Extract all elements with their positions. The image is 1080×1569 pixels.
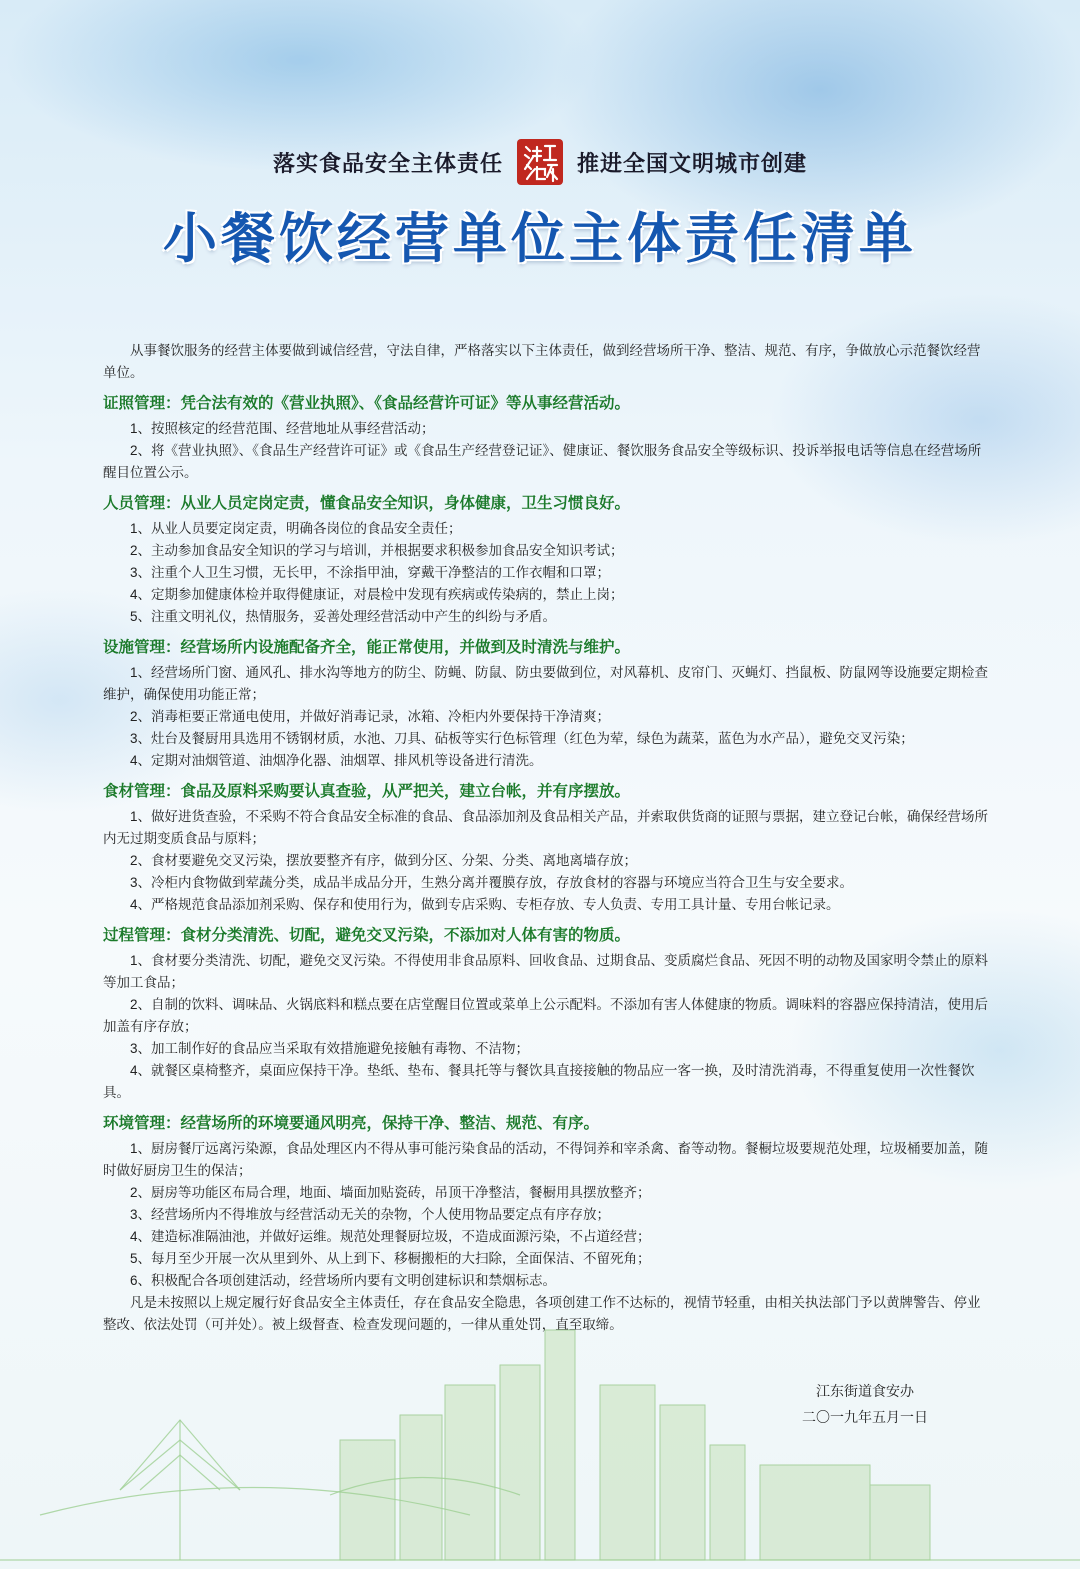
list-item: 2、食材要避免交叉污染，摆放要整齐有序，做到分区、分架、分类、离地离墙存放； <box>130 853 638 868</box>
section-name: 设施管理： <box>103 639 181 656</box>
list-item: 3、冷柜内食物做到荤蔬分类，成品半成品分开，生熟分离并覆膜存放，存放食材的容器与环境应当符合卫生与安全要求。 <box>130 875 854 890</box>
section-heading <box>103 1112 989 1136</box>
section-environment <box>103 1112 989 1292</box>
jiangdong-street-seal-logo <box>517 139 563 185</box>
list-item: 2、厨房等功能区布局合理，地面、墙面加贴瓷砖，吊顶干净整洁，餐橱用具摆放整齐； <box>130 1185 651 1200</box>
list-item: 2、消毒柜要正常通电使用，并做好消毒记录，冰箱、冷柜内外要保持干净清爽； <box>130 709 611 724</box>
section-summary: 经营场所的环境要通风明亮，保持干净、整洁、规范、有序。 <box>180 1115 600 1132</box>
section-ingredients <box>103 780 989 916</box>
section-process <box>103 924 989 1104</box>
list-item: 3、灶台及餐厨用具选用不锈钢材质，水池、刀具、砧板等实行色标管理（红色为荤，绿色为蔬菜，蓝色为水产品），避免交叉污染； <box>130 731 914 746</box>
section-personnel <box>103 492 989 628</box>
section-heading <box>103 924 989 948</box>
slogan-left: 落实食品安全主体责任 <box>272 150 503 177</box>
list-item: 5、注重文明礼仪，热情服务，妥善处理经营活动中产生的纠纷与矛盾。 <box>130 609 557 624</box>
section-license <box>103 392 989 484</box>
section-name: 人员管理： <box>103 495 181 512</box>
list-item: 3、经营场所内不得堆放与经营活动无关的杂物，个人使用物品要定点有序存放； <box>130 1207 611 1222</box>
list-item: 4、定期参加健康体检并取得健康证，对晨检中发现有疾病或传染病的，禁止上岗； <box>130 587 624 602</box>
section-summary: 经营场所内设施配备齐全，能正常使用，并做到及时清洗与维护。 <box>180 639 631 656</box>
section-summary: 食材分类清洗、切配，避免交叉污染，不添加对人体有害的物质。 <box>180 927 631 944</box>
section-name: 食材管理： <box>103 783 181 800</box>
section-heading <box>103 492 989 516</box>
list-item: 6、积极配合各项创建活动，经营场所内要有文明创建标识和禁烟标志。 <box>130 1273 557 1288</box>
slogan-right: 推进全国文明城市创建 <box>577 150 808 177</box>
section-summary: 食品及原料采购要认真查验，从严把关，建立台帐，并有序摆放。 <box>180 783 631 800</box>
page-title: 小餐饮经营单位主体责任清单 <box>163 207 917 270</box>
list-item: 4、严格规范食品添加剂采购、保存和使用行为，做到专店采购、专柜存放、专人负责、专用工具计量、专用台帐记录。 <box>130 897 840 912</box>
section-name: 证照管理： <box>103 395 181 412</box>
slogan-banner <box>0 138 1080 186</box>
signature-block <box>780 1378 950 1430</box>
list-item: 2、主动参加食品安全知识的学习与培训，并根据要求积极参加食品安全知识考试； <box>130 543 624 558</box>
intro-paragraph: 从事餐饮服务的经营主体要做到诚信经营，守法自律，严格落实以下主体责任，做到经营场所干净、整洁、规范、有序，争做放心示范餐饮经营单位。 <box>103 343 981 380</box>
list-item: 1、从业人员要定岗定责，明确各岗位的食品安全责任； <box>130 521 462 536</box>
section-heading <box>103 636 989 660</box>
section-summary: 从业人员定岗定责，懂食品安全知识，身体健康，卫生习惯良好。 <box>180 495 631 512</box>
issue-date: 二〇一九年五月一日 <box>802 1409 928 1425</box>
section-name: 环境管理： <box>103 1115 181 1132</box>
list-item: 1、食材要分类清洗、切配，避免交叉污染。不得使用非食品原料、回收食品、过期食品、变质腐烂食品、死因不明的动物及国家明令禁止的原料等加工食品； <box>103 953 989 990</box>
list-item: 3、加工制作好的食品应当采取有效措施避免接触有毒物、不洁物； <box>130 1041 530 1056</box>
list-item: 1、厨房餐厅远离污染源，食品处理区内不得从事可能污染食品的活动，不得饲养和宰杀禽、畜等动物。餐橱垃圾要规范处理，垃圾桶要加盖，随时做好厨房卫生的保洁； <box>103 1141 989 1178</box>
list-item: 2、将《营业执照》、《食品生产经营许可证》或《食品生产经营登记证》、健康证、餐饮服务食品安全等级标识、投诉举报电话等信息在经营场所醒目位置公示。 <box>103 443 982 480</box>
section-name: 过程管理： <box>103 927 181 944</box>
list-item: 4、建造标准隔油池，并做好运维。规范处理餐厨垃圾，不造成面源污染，不占道经营； <box>130 1229 651 1244</box>
section-summary: 凭合法有效的《营业执照》、《食品经营许可证》等从事经营活动。 <box>180 395 631 412</box>
list-item: 4、定期对油烟管道、油烟净化器、油烟罩、排风机等设备进行清洗。 <box>130 753 543 768</box>
closing-paragraph: 凡是未按照以上规定履行好食品安全主体责任，存在食品安全隐患，各项创建工作不达标的，视情节轻重，由相关执法部门予以黄牌警告、停业整改、依法处罚（可并处）。被上级督查、检查发现问题的，一律从重处罚，直至取缔。 <box>103 1295 981 1332</box>
section-heading <box>103 392 989 416</box>
list-item: 5、每月至少开展一次从里到外、从上到下、移橱搬柜的大扫除，全面保洁、不留死角； <box>130 1251 651 1266</box>
list-item: 1、经营场所门窗、通风孔、排水沟等地方的防尘、防蝇、防鼠、防虫要做到位，对风幕机、皮帘门、灭蝇灯、挡鼠板、防鼠网等设施要定期检查维护，确保使用功能正常； <box>103 665 989 702</box>
document-body <box>103 340 989 1336</box>
list-item: 3、注重个人卫生习惯，无长甲，不涂指甲油，穿戴干净整洁的工作衣帽和口罩； <box>130 565 611 580</box>
list-item: 2、自制的饮料、调味品、火锅底料和糕点要在店堂醒目位置或菜单上公示配料。不添加有害人体健康的物质。调味料的容器应保持清洁，使用后加盖有序存放； <box>103 997 989 1034</box>
issuing-organization: 江东街道食安办 <box>816 1383 914 1399</box>
list-item: 1、做好进货查验，不采购不符合食品安全标准的食品、食品添加剂及食品相关产品，并索取供货商的证照与票据，建立登记台帐，确保经营场所内无过期变质食品与原料； <box>103 809 989 846</box>
section-facilities <box>103 636 989 772</box>
list-item: 4、就餐区桌椅整齐，桌面应保持干净。垫纸、垫布、餐具托等与餐饮具直接接触的物品应一客一换，及时清洗消毒，不得重复使用一次性餐饮具。 <box>103 1063 975 1100</box>
section-heading <box>103 780 989 804</box>
list-item: 1、按照核定的经营范围、经营地址从事经营活动； <box>130 421 435 436</box>
